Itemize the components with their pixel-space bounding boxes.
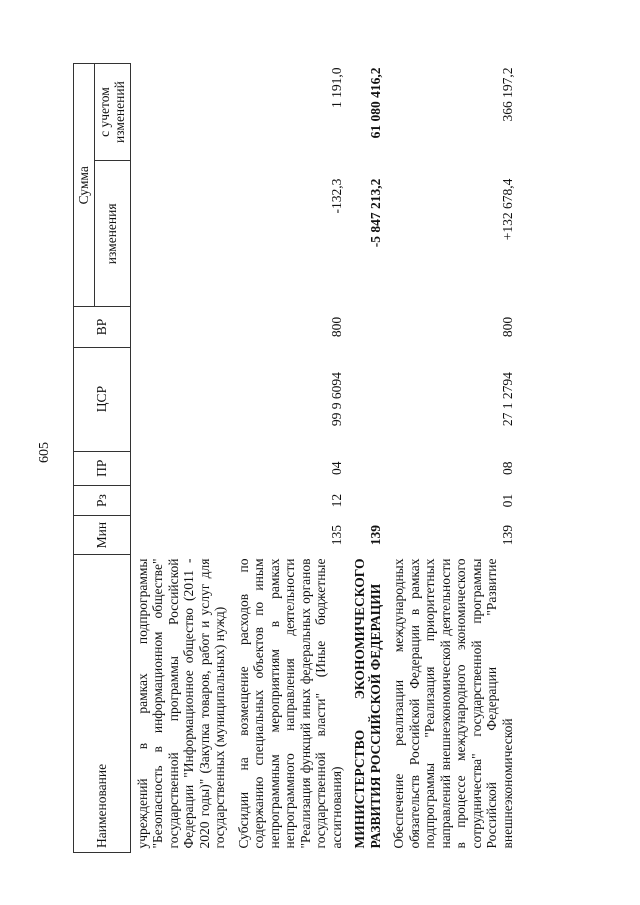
row-total: 1 191,0 (328, 67, 344, 108)
table-row (348, 64, 387, 853)
row-name: Субсидии на возмещение расходов по содержанию специальных объектов по иным непрограммным мероприятиям в рамках непрограммного направления деятельности "Реализация функций иных федеральных органов государственной власти" (Иные бюджетные ассигнования) (235, 558, 344, 849)
row-total: 61 080 416,2 (367, 67, 383, 139)
row-csr: 99 9 6094 (328, 372, 344, 427)
row-csr (348, 347, 387, 451)
header-change: изменения (94, 161, 130, 307)
table-row (232, 64, 349, 853)
row-vr (130, 307, 232, 347)
row-rz (348, 485, 387, 515)
row-change: -5 847 213,2 (367, 178, 383, 248)
row-name: Обеспечение реализации международных обязательств Российской Федерации в рамках подпрограммы "Реализация приоритетных направлений внешнеэкономической деятельности в процессе международного экономического сотрудничества" государственной программы Российской Федерации "Развитие внешнеэкономической (391, 558, 515, 849)
header-name: Наименование (74, 555, 131, 853)
row-min: 135 (328, 525, 344, 546)
row-total (130, 64, 232, 161)
page-number: 605 (37, 442, 52, 463)
row-rz: 01 (499, 493, 515, 508)
row-vr: 800 (328, 316, 344, 338)
header-with-changes: с учетом изменений (94, 64, 130, 161)
row-pr: 08 (499, 461, 515, 475)
row-change: -132,3 (328, 178, 344, 214)
budget-table (73, 63, 519, 853)
header-sum: Сумма (74, 64, 95, 307)
row-pr (130, 451, 232, 485)
row-change: +132 678,4 (499, 178, 515, 241)
row-name: МИНИСТЕРСТВО ЭКОНОМИЧЕСКОГО РАЗВИТИЯ РОССИЙСКОЙ ФЕДЕРАЦИИ (352, 558, 383, 849)
row-min (130, 516, 232, 555)
row-pr: 04 (328, 461, 344, 475)
row-change (130, 161, 232, 307)
row-vr: 800 (499, 316, 515, 338)
row-name: учреждений в рамках подпрограммы "Безопасность в информационном обществе" государственной программы Российской Федерации "Информационное общество (2011 - 2020 годы)" (Закупка товаров, работ и услуг для государственных (муниципальных) нужд) (134, 558, 228, 849)
header-csr: ЦСР (74, 347, 131, 451)
header-vr: ВР (74, 307, 131, 347)
budget-table-rotated (73, 63, 583, 853)
row-csr (130, 347, 232, 451)
header-rz: Рз (74, 485, 131, 515)
row-pr (348, 451, 387, 485)
row-csr: 27 1 2794 (499, 372, 515, 427)
row-vr (348, 307, 387, 347)
header-min: Мин (74, 516, 131, 555)
row-total: 366 197,2 (499, 67, 515, 122)
header-pr: ПР (74, 451, 131, 485)
table-row (130, 64, 232, 853)
row-rz: 12 (328, 493, 344, 508)
row-min: 139 (367, 525, 383, 546)
row-rz (130, 485, 232, 515)
row-min: 139 (499, 525, 515, 546)
table-row (387, 64, 519, 853)
